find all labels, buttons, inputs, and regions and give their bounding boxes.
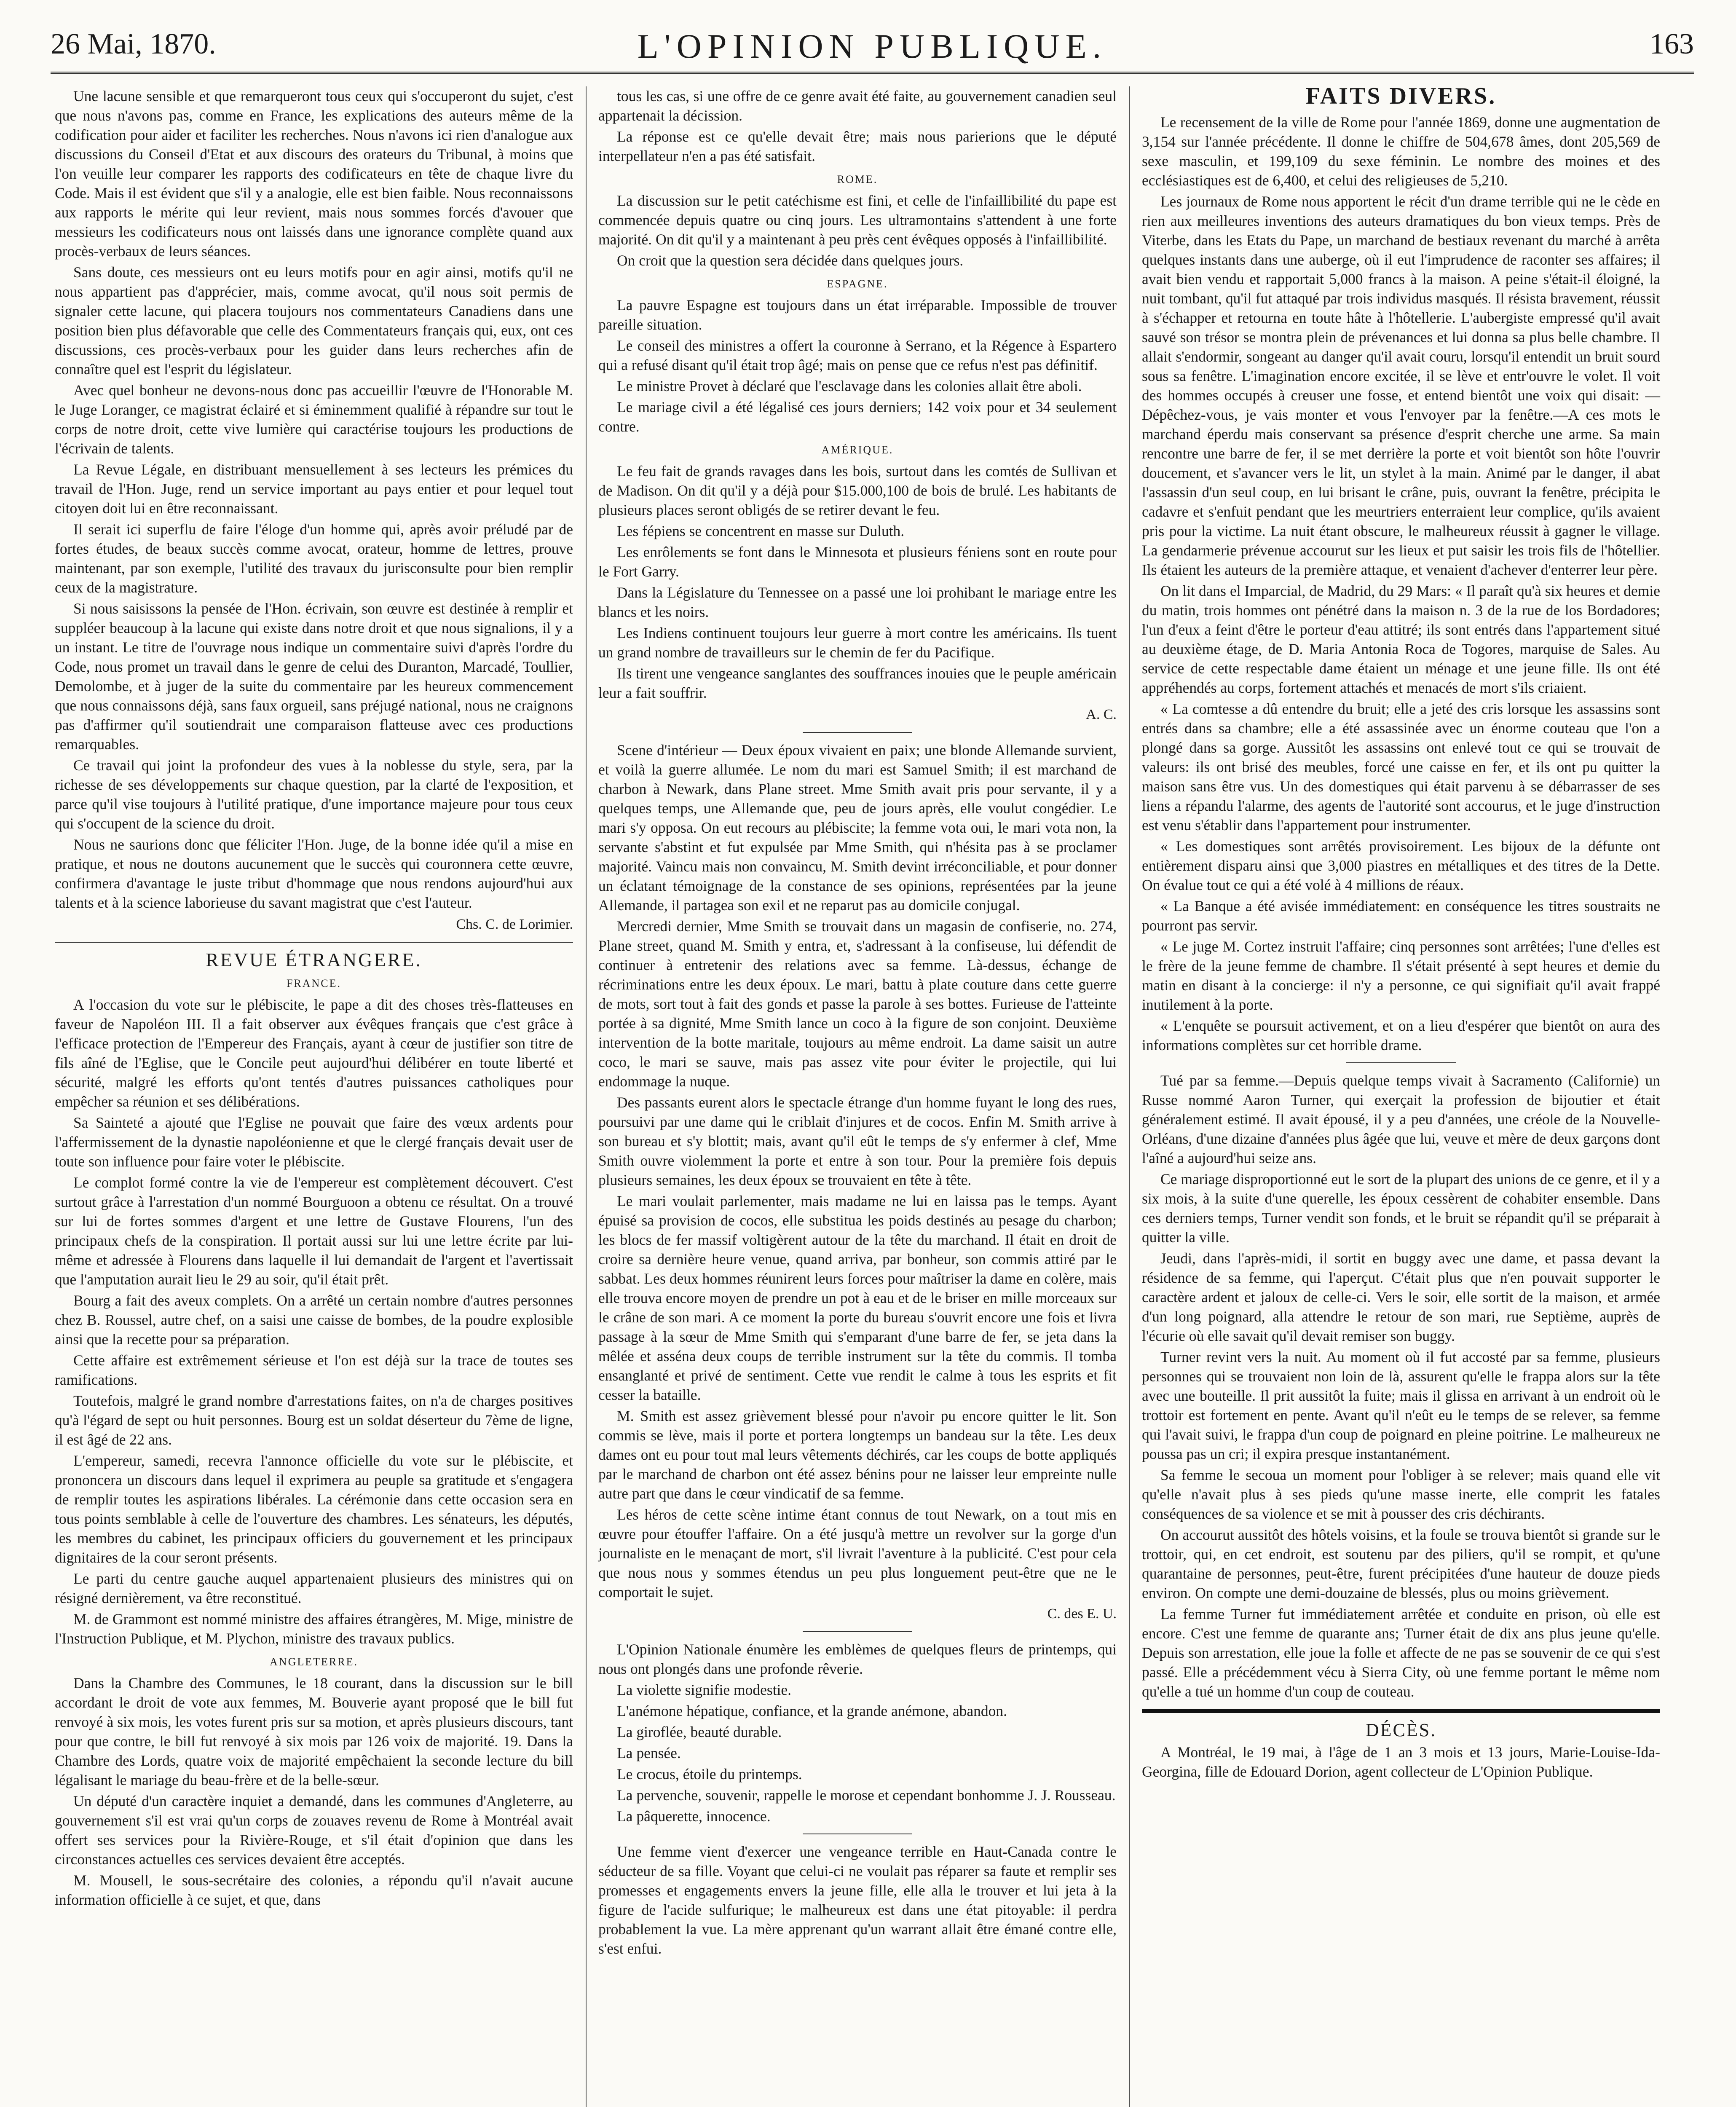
paragraph: Il serait ici superflu de faire l'éloge d'un homme qui, après avoir préludé par de fortes études, de beaux succès comme avocat, orateur, homme de lettres, prouve maintenant, par son exemple, l'utilité des travaux du jurisconsulte pour bien remplir ceux de la magistrature. [55, 521, 573, 596]
flower-line: La pervenche, souvenir, rappelle le morose et cependant bonhomme J. J. Rousseau. [617, 1787, 1116, 1804]
paragraph: Des passants eurent alors le spectacle étrange d'un homme fuyant le long des rues, poursuivi par une dame qui le criblait d'injures et de cocos. Enfin M. Smith arrive à son bureau et s'y blottit; mais, avant qu'il eût le temps de s'y enfermer à clef, Mme Smith ouvre violemment la porte et entre à son tour. Pour la première fois depuis plusieurs semaines, les deux époux se trouvaient en tête à tête. [598, 1094, 1117, 1188]
section-rule [803, 732, 912, 733]
paragraph: Nous ne saurions donc que féliciter l'Hon. Juge, de la bonne idée qu'il a mise en pratique, et nous ne doutons aucunement que le succès qui couronnera cette œuvre, confirmera d'avantage le juste tribut d'hommage que nous rendons aujourd'hui aux talents et à la science laborieuse du savant magistrat que c'est l'auteur. [55, 836, 573, 911]
issue-date: 26 Mai, 1870. [51, 28, 216, 60]
paragraph: Le conseil des ministres a offert la couronne à Serrano, et la Régence à Espartero qui a refusé disant qu'il était trop âgé; mais on pense que ce refus n'est pas définitif. [598, 337, 1117, 373]
paragraph: « Les domestiques sont arrêtés provisoirement. Les bijoux de la défunte ont entièrement disparu ainsi que 3,000 piastres en métalliques et des titres de la Dette. On évalue tout ce qui a été volé à 4 millions de réaux. [1142, 838, 1660, 893]
flower-line: La violette signifie modestie. [617, 1681, 792, 1698]
paragraph: Les fépiens se concentrent en masse sur Duluth. [617, 523, 905, 539]
paragraph: A l'occasion du vote sur le plébiscite, le pape a dit des choses très-flatteuses en faveur de Napoléon III. Il a fait observer aux évêques français que c'est grâce à l'efficace protection de l'Empereur des Français, ayant à cœur de justifier son titre de fils aîné de l'Eglise, que le Concile peut aujourd'hui délibérer en toute liberté et sécurité, malgré les efforts qu'ont tentés d'autres puissances catholiques pour empêcher sa réunion et ses délibérations. [55, 996, 573, 1110]
paragraph: Dans la Chambre des Communes, le 18 courant, dans la discussion sur le bill accordant le droit de vote aux femmes, M. Bouverie ayant proposé que le bill fut renvoyé à six mois, les votes furent pris sur sa motion, et après plusieurs discours, tant pour que contre, le bill fut renvoyé à six mois par 126 voix de majorité. 19. Dans la Chambre des Lords, quatre voix de majorité empêchaient la seconde lecture du bill légalisant le mariage du beau-frère et de la belle-sœur. [55, 1675, 573, 1788]
paragraph: On croit que la question sera décidée dans quelques jours. [617, 252, 964, 269]
article-signature: C. des E. U. [1047, 1606, 1117, 1622]
paragraph: Le mari voulait parlementer, mais madame ne lui en laissa pas le temps. Ayant épuisé sa provision de cocos, elle substitua les poids destinés au pesage du charbon; les blocs de fer massif voltigèrent autour de la tête du marchand. Il était en droit de croire sa dernière heure venue, quand arriva, par bonheur, son commis attiré par le sabbat. Les deux hommes réunirent leurs forces pour maîtriser la dame en colère, mais elle trouva encore moyen de prendre un pot à eau et de le briser en mille morceaux sur le crâne de son mari. A ce moment la porte du bureau s'ouvrit encore une fois et livra passage à la sœur de Mme Smith qui s'emparant d'une barre de fer, se jeta dans la mêlée et asséna deux coups de terrible instrument sur la tête du commis. Il tomba ensanglanté et privé de sentiment. Cette vue rendit le calme à tous les esprits et fit cesser la bataille. [598, 1193, 1117, 1403]
flower-line: La pensée. [617, 1745, 681, 1761]
paragraph: M. de Grammont est nommé ministre des affaires étrangères, M. Mige, ministre de l'Instruction Publique, et M. Plychon, ministre des travaux publics. [55, 1611, 573, 1647]
page-number: 163 [1650, 28, 1694, 60]
paragraph: La Revue Légale, en distribuant mensuellement à ses lecteurs les prémices du travail de l'Hon. Juge, rend un service important au pays entier et pour lequel tout citoyen doit lui en être reconnaissant. [55, 461, 573, 517]
column-2 [598, 86, 1117, 1960]
paragraph: Bourg a fait des aveux complets. On a arrêté un certain nombre d'autres personnes chez B. Roussel, autre chef, on a saisi une caisse de bombes, de la poudre explosible ainsi que la recette pour sa préparation. [55, 1292, 573, 1348]
subsection-angleterre: ANGLETERRE. [270, 1656, 358, 1668]
heavy-rule [1142, 1709, 1660, 1713]
paragraph: Les journaux de Rome nous apportent le récit d'un drame terrible qui ne le cède en rien aux meilleures inventions des auteurs dramatiques du bon vieux temps. Près de Viterbe, dans les Etats du Pape, un marchand de bestiaux revenant du marché à arrêta quelques instants dans une auberge, où il eut l'imprudence de raconter ses affaires; il avait bien vendu et rapportait 5,000 francs à la maison. A peine s'était-il éloigné, la nuit tombant, qu'il fut attaqué par trois individus masqués. Il résista bravement, réussit à s'échapper et retourna en toute hâte à l'hôtellerie. L'aubergiste empressé qu'il avait sauvé son trésor se montra plein de prévenances et lui donna sa plus belle chambre. Il allait s'endormir, songeant au danger qu'il avait couru, lorsqu'il entendit un bruit sourd sous sa fenêtre. L'imagination encore excitée, il se lève et entr'ouvre le volet. Il voit des hommes occupés à creuser une fosse, et entend bientôt une voix qui disait: —Dépêchez-vous, je vais monter et vous l'envoyer par la fenêtre.—A ces mots le marchand éperdu mais conservant sa présence d'esprit cherche une arme. Sa main rencontre une barre de fer, il se met derrière la porte et voit bientôt son hôte l'ouvrir doucement, et s'avancer vers le lit, un stylet à la main. Animé par le danger, il abat l'assassin d'un seul coup, en lui brisant le crâne, puis, ouvrant la fenêtre, précipita le cadavre et s'enfuit pendant que les meurtriers enterraient leur complice, qu'ils avaient pris pour la victime. La nuit étant obscure, le malheureux réussit à gagner le village. La gendarmerie prévenue accourut sur les lieux et put saisir les trois fils de l'hôtellier. Ils étaient les auteurs de la première attaque, et venaient d'achever d'enterrer leur père. [1142, 193, 1660, 578]
column-3 [1142, 83, 1660, 1783]
paragraph: L'empereur, samedi, recevra l'annonce officielle du vote sur le plébiscite, et prononcera un discours dans lequel il exprimera au peuple sa gratitude et s'engagera de remplir toutes les aspirations libérales. La cérémonie dans cette occasion sera en tous points semblable à celle de l'ouverture des chambres. Les sénateurs, les députés, les membres du cabinet, les principaux officiers du gouvernement et les principaux dignitaires de la cour seront présents. [55, 1452, 573, 1566]
paragraph: Ce mariage disproportionné eut le sort de la plupart des unions de ce genre, et il y a six mois, à la suite d'une querelle, les époux cessèrent de cohabiter ensemble. Dans ces derniers temps, Turner vendit son fonds, et le bruit se répandit qu'il se préparait à quitter la ville. [1142, 1171, 1660, 1246]
paragraph: Si nous saisissons la pensée de l'Hon. écrivain, son œuvre est destinée à remplir et suppléer beaucoup à la lacune qui existe dans notre droit et que nous signalions, il y a un instant. Le titre de l'ouvrage nous indique un commentaire suivi d'après l'ordre du Code, nous promet un travail dans le genre de celui des Duranton, Marcadé, Toullier, Demolombe, et à juger de la suite du commentaire par les heureux commencement que nous connaissons déjà, sans faux orgueil, sans préjugé national, nous ne craignons pas d'affirmer qu'il soutiendrait une comparaison flatteuse avec ces productions remarquables. [55, 600, 573, 753]
paragraph: Toutefois, malgré le grand nombre d'arrestations faites, on n'a de charges positives qu'à l'égard de sept ou huit personnes. Bourg est un soldat déserteur du 7ème de ligne, il est âgé de 22 ans. [55, 1392, 573, 1448]
paragraph: La réponse est ce qu'elle devait être; mais nous parierions que le député interpellateur n'en a pas été satisfait. [598, 128, 1117, 164]
paragraph: Dans la Législature du Tennessee on a passé une loi prohibant le mariage entre les blancs et les noirs. [598, 584, 1117, 620]
paragraph: tous les cas, si une offre de ce genre avait été faite, au gouvernement canadien seul appartenait la décission. [598, 88, 1117, 124]
paragraph: Ils tirent une vengeance sanglantes des souffrances inouies que le peuple américain leur a fait souffrir. [598, 665, 1117, 701]
subsection-amerique: AMÉRIQUE. [821, 444, 894, 456]
paragraph: Scene d'intérieur — Deux époux vivaient en paix; une blonde Allemande survient, et voilà la guerre allumée. Le nom du mari est Samuel Smith; il est marchand de charbon à Newark, dans Plane street. Mme Smith avait pris pour servante, il y a quelques temps, une Allemande que, peu de jours après, elle voulut congédier. Le mari s'y opposa. On eut recours au plébiscite; la femme vota oui, le mari vota non, la servante s'abstint et fut expulsée par Mme Smith, qui n'hésita pas à se proclamer majorité. Vaincu mais non convaincu, M. Smith devint irréconciliable, et pour donner un éclatant témoignage de la constance de ses opinions, représentées par la jeune Allemande, il partagea son exil et ne reparut pas au domicile conjugal. [598, 742, 1117, 914]
paragraph: Cette affaire est extrêmement sérieuse et l'on est déjà sur la trace de toutes ses ramifications. [55, 1352, 573, 1388]
subsection-france: FRANCE. [286, 977, 342, 989]
paragraph: « La comtesse a dû entendre du bruit; elle a jeté des cris lorsque les assassins sont entrés dans sa chambre; elle a été assassinée avec un énorme couteau que l'on a plongé dans sa gorge. Aussitôt les assassins ont enlevé tout ce qui se trouvait de valeurs: ils ont brisé des meubles, forcé une caisse en fer, et ils ont pu quitter la maison sans être vus. Un des domestiques qui était parvenu à se débarrasser de ses liens a répandu l'alarme, des agents de l'autorité sont accourus, et le juge d'instruction est venu s'établir dans l'appartement pour instrumenter. [1142, 700, 1660, 834]
paragraph: M. Smith est assez grièvement blessé pour n'avoir pu encore quitter le lit. Son commis se lève, mais il porte et portera longtemps un bandeau sur la tête. Les deux dames ont eu pour tout mal leurs vêtements déchirés, car les coups de botte appliqués par le marchand de charbon ont été assez bénins pour ne laisser leur empreinte nulle autre part que dans le cœur vindicatif de sa femme. [598, 1407, 1117, 1502]
paragraph: Avec quel bonheur ne devons-nous donc pas accueillir l'œuvre de l'Honorable M. le Juge Loranger, ce magistrat éclairé et si éminemment qualifié à répandre sur tout le corps de notre droit, cette vive lumière qui caractérise toujours les productions de l'écrivain de talents. [55, 382, 573, 457]
paragraph: Turner revint vers la nuit. Au moment où il fut accosté par sa femme, plusieurs personnes qui se trouvaient non loin de là, assurent qu'elle le frappa alors sur la tête avec une bouteille. Il prit aussitôt la fuite; mais il glissa en arrivant à un endroit où le trottoir est fortement en pente. Avant qu'il n'eût eu le temps de se relever, sa femme qui l'avait suivi, le frappa d'un coup de poignard en pleine poitrine. Le malheureux ne poussa pas un cri; il expira presque instantanément. [1142, 1348, 1660, 1462]
section-title-deces: DÉCÈS. [1365, 1720, 1437, 1740]
flower-line: Le crocus, étoile du printemps. [617, 1766, 802, 1783]
paragraph: Le mariage civil a été légalisé ces jours derniers; 142 voix pour et 34 seulement contre. [598, 399, 1117, 435]
column-1 [55, 86, 573, 1911]
paragraph: Le complot formé contre la vie de l'empereur est complètement découvert. C'est surtout grâce à l'arrestation d'un nommé Bourguoon a obtenu ce résultat. On a trouvé sur lui de fortes sommes d'argent et une lettre de Gustave Flourens, l'un des principaux chefs de la conspiration. Il portait aussi sur lui une lettre écrite par lui-même et adressée à Flourens dans laquelle il lui demandait de l'argent et l'avertissait que l'amputation aurait lieu le 29 au soir, qu'il était prêt. [55, 1174, 573, 1288]
paragraph: Une lacune sensible et que remarqueront tous ceux qui s'occuperont du sujet, c'est que nous n'avons pas, comme en France, les explications des auteurs même de la codification pour aider et faciliter les recherches. Nous n'avons ici rien d'analogue aux discussions du Conseil d'Etat et aux discours des orateurs du Tribunal, à moins que l'on veuille leur comparer les rapports des codificateurs en tête de chaque livre du Code. Mais il est évident que s'il y a analogie, elle est bien faible. Nous reconnaissons aux rapports le mérite qui leur revient, mais nous sommes forcés d'avouer que messieurs les codificateurs nous ont laissés dans une ignorance complète quand aux procès-verbaux de leurs séances. [55, 88, 573, 260]
paragraph: Sa femme le secoua un moment pour l'obliger à se relever; mais quand elle vit qu'elle n'avait plus à ses pieds qu'une masse inerte, elle comprit les fatales conséquences de sa violence et se mit à pousser des cris déchirants. [1142, 1466, 1660, 1522]
header-rule [51, 72, 1694, 74]
flower-line: La giroflée, beauté durable. [617, 1724, 782, 1740]
subsection-rome: ROME. [837, 173, 878, 185]
paragraph: Le feu fait de grands ravages dans les bois, surtout dans les comtés de Sullivan et de Madison. On dit qu'il y a déjà pour $15.000,100 de bois de brulé. Les habitants de plusieurs places seront obligés de se retirer devant le feu. [598, 463, 1117, 518]
paragraph: Sans doute, ces messieurs ont eu leurs motifs pour en agir ainsi, motifs qu'il ne nous appartient pas d'apprécier, mais, comme avocat, qu'il nous soit permis de signaler cette lacune, qui placera toujours nos commentateurs Canadiens dans une position bien plus défavorable que celle des Commentateurs français qui, eux, ont ces discussions, ces procès-verbaux pour les guider dans leurs recherches afin de connaître quel est l'esprit du législateur. [55, 264, 573, 378]
section-rule [1346, 1062, 1456, 1063]
paragraph: L'Opinion Nationale énumère les emblèmes de quelques fleurs de printemps, qui nous ont plongés dans une profonde rêverie. [598, 1641, 1117, 1677]
article-signature: A. C. [1086, 707, 1117, 722]
flower-line: L'anémone hépatique, confiance, et la grande anémone, abandon. [617, 1702, 1007, 1719]
paragraph: « L'enquête se poursuit activement, et on a lieu d'espérer que bientôt on aura des informations complètes sur cet horrible drame. [1142, 1017, 1660, 1054]
paragraph: Tué par sa femme.—Depuis quelque temps vivait à Sacramento (Californie) un Russe nommé Aaron Turner, qui exerçait la profession de bijoutier et était généralement estimé. Il avait épousé, il y a peu d'années, une créole de la Nouvelle-Orléans, d'une dizaine d'années plus âgée que lui, veuve et mère de deux garçons dont l'aîné a aujourd'hui seize ans. [1142, 1072, 1660, 1166]
masthead [51, 23, 1694, 70]
section-title-revue: REVUE ÉTRANGERE. [206, 949, 422, 970]
paragraph: Le ministre Provet à déclaré que l'esclavage dans les colonies allait être aboli. [617, 378, 1082, 394]
paragraph: A Montréal, le 19 mai, à l'âge de 1 an 3 mois et 13 jours, Marie-Louise-Ida-Georgina, fille de Edouard Dorion, agent collecteur de L'Opinion Publique. [1142, 1744, 1660, 1780]
paragraph: Le recensement de la ville de Rome pour l'année 1869, donne une augmentation de 3,154 sur l'année précédente. Il donne le chiffre de 504,678 âmes, dont 205,569 de sexe masculin, et 199,109 du sexe féminin. Le nombre des moines et des ecclésiastiques est de 6,400, et celui des religieuses de 5,210. [1142, 114, 1660, 189]
column-divider [1129, 86, 1130, 2107]
paragraph: M. Mousell, le sous-secrétaire des colonies, a répondu qu'il n'avait aucune information officielle à ce sujet, et que, dans [55, 1872, 573, 1908]
column-divider [586, 86, 587, 2107]
paragraph: La femme Turner fut immédiatement arrêtée et conduite en prison, où elle est encore. C'est une femme de quarante ans; Turner était de dix ans plus jeune qu'elle. Depuis son arrestation, elle joue la folle et affecte de ne pas se souvenir de ce qui s'est passé. Elle a précédemment vécu à Sierra City, où une femme portant le même nom qu'elle a tué un homme d'un coup de couteau. [1142, 1606, 1660, 1700]
paragraph: Jeudi, dans l'après-midi, il sortit en buggy avec une dame, et passa devant la résidence de sa femme, qui l'aperçut. C'était plus que n'en pouvait supporter le caractère ardent et jaloux de celle-ci. Vers le soir, elle sortit de la maison, et armée d'un long poignard, alla attendre le retour de son mari, rue Septième, auprès de l'écurie où elle savait qu'il devait remiser son buggy. [1142, 1250, 1660, 1344]
paragraph: Sa Sainteté a ajouté que l'Eglise ne pouvait que faire des vœux ardents pour l'affermissement de la dynastie napoléonienne et que le clergé français devait user de toute son influence pour faire voter le plébiscite. [55, 1114, 573, 1170]
paragraph: Un député d'un caractère inquiet a demandé, dans les communes d'Angleterre, au gouvernement s'il est vrai qu'un corps de zouaves revenu de Rome à Montréal avait offert ses services pour la Rivière-Rouge, et s'il était d'opinion que dans les circonstances actuelles ces services devaient être acceptés. [55, 1793, 573, 1868]
paragraph: Le parti du centre gauche auquel appartenaient plusieurs des ministres qui on résigné dernièrement, va être reconstitué. [55, 1570, 573, 1606]
paragraph: « La Banque a été avisée immédiatement: en conséquence les titres soustraits ne pourront pas servir. [1142, 898, 1660, 934]
section-rule [55, 942, 573, 943]
paragraph: La pauvre Espagne est toujours dans un état irréparable. Impossible de trouver pareille situation. [598, 297, 1117, 333]
flower-line: La pâquerette, innocence. [617, 1808, 771, 1825]
article-signature: Chs. C. de Lorimier. [456, 917, 573, 932]
paragraph: On accourut aussitôt des hôtels voisins, et la foule se trouva bientôt si grande sur le trottoir, qui, en cet endroit, est soutenu par des piliers, qu'il se rompit, et qu'une quarantaine de personnes, peut-être, furent précipitées d'une hauteur de douze pieds environ. On compte une demi-douzaine de blessés, plus ou moins grièvement. [1142, 1526, 1660, 1601]
newspaper-title: L'OPINION PUBLIQUE. [637, 27, 1107, 65]
section-rule [803, 1631, 912, 1632]
paragraph: Mercredi dernier, Mme Smith se trouvait dans un magasin de confiserie, no. 274, Plane street, quand M. Smith y entra, et, s'adressant à la confiseuse, lui défendit de continuer à entretenir des relations avec sa femme. Là-dessus, échange de récriminations entre les deux époux. Le mari, battu à plate couture dans cette guerre de mots, sort tout à fait des gonds et passe la parole à ses bottes. Furieuse de l'atteinte portée à sa dignité, Mme Smith lance un coco à la figure de son conjoint. Deuxième intervention de la botte maritale, toujours au même endroit. La dame saisit un autre coco, le mari se sauve, mais pas assez vite pour éviter le projectile, qui lui endommage la nuque. [598, 918, 1117, 1090]
paragraph: On lit dans el Imparcial, de Madrid, du 29 Mars: « Il paraît qu'à six heures et demie du matin, trois hommes ont pénétré dans la maison n. 3 de la rue de los Bordadores; l'un d'eux a feint d'être le porteur d'eau attitré; ils sont entrés dans l'appartement situé au deuxième étage, de D. Maria Antonia Roca de Togores, marquise de Sales. Au service de cette respectable dame étaient un ménage et une jeune fille. Ils ont été appréhendés au corps, fortement attachés et menacés de mort s'ils criaient. [1142, 582, 1660, 696]
section-title-faits-divers: FAITS DIVERS. [1305, 83, 1497, 109]
paragraph: Ce travail qui joint la profondeur des vues à la noblesse du style, sera, par la richesse de ses développements sur chaque question, par la clarté de l'exposition, et parce qu'il vise toujours à l'utilité pratique, d'une importance majeure pour tous ceux qui s'occupent de la science du droit. [55, 757, 573, 832]
paragraph: Les enrôlements se font dans le Minnesota et plusieurs féniens sont en route pour le Fort Garry. [598, 544, 1117, 580]
paragraph: Les Indiens continuent toujours leur guerre à mort contre les américains. Ils tuent un grand nombre de travailleurs sur le chemin de fer du Pacifique. [598, 625, 1117, 661]
paragraph: « Le juge M. Cortez instruit l'affaire; cinq personnes sont arrêtées; l'une d'elles est le frère de la jeune femme de chambre. Il s'était présenté à sept heures et demie du matin en disant à la concierge: il n'y a personne, ce qui signifiait qu'il avait frappé inutilement à la porte. [1142, 938, 1660, 1013]
subsection-espagne: ESPAGNE. [827, 278, 888, 290]
paragraph: La discussion sur le petit catéchisme est fini, et celle de l'infaillibilité du pape est commencée depuis quatre ou cinq jours. Les ultramontains s'attendent à une forte majorité. On dit qu'il y a maintenant à peu près cent évêques opposés à l'infaillibilité. [598, 192, 1117, 248]
paragraph: Une femme vient d'exercer une vengeance terrible en Haut-Canada contre le séducteur de sa fille. Voyant que celui-ci ne voulait pas réparer sa faute et remplir ses promesses et engagements envers la jeune fille, elle alla le trouver et lui jeta à la figure de l'acide sulfurique; le malheureux est dans une état pitoyable: il perdra probablement la vue. La mère apprenant qu'un warrant allait être émané contre elle, s'est enfui. [598, 1843, 1117, 1957]
paragraph: Les héros de cette scène intime étant connus de tout Newark, on a tout mis en œuvre pour étouffer l'affaire. On a été jusqu'à mettre un revolver sur la gorge d'un journaliste en le menaçant de mort, s'il livrait l'aventure à la publicité. C'est pour cela que nous nous y sommes étendus un peu plus longuement peut-être que ne le comportait le sujet. [598, 1506, 1117, 1600]
